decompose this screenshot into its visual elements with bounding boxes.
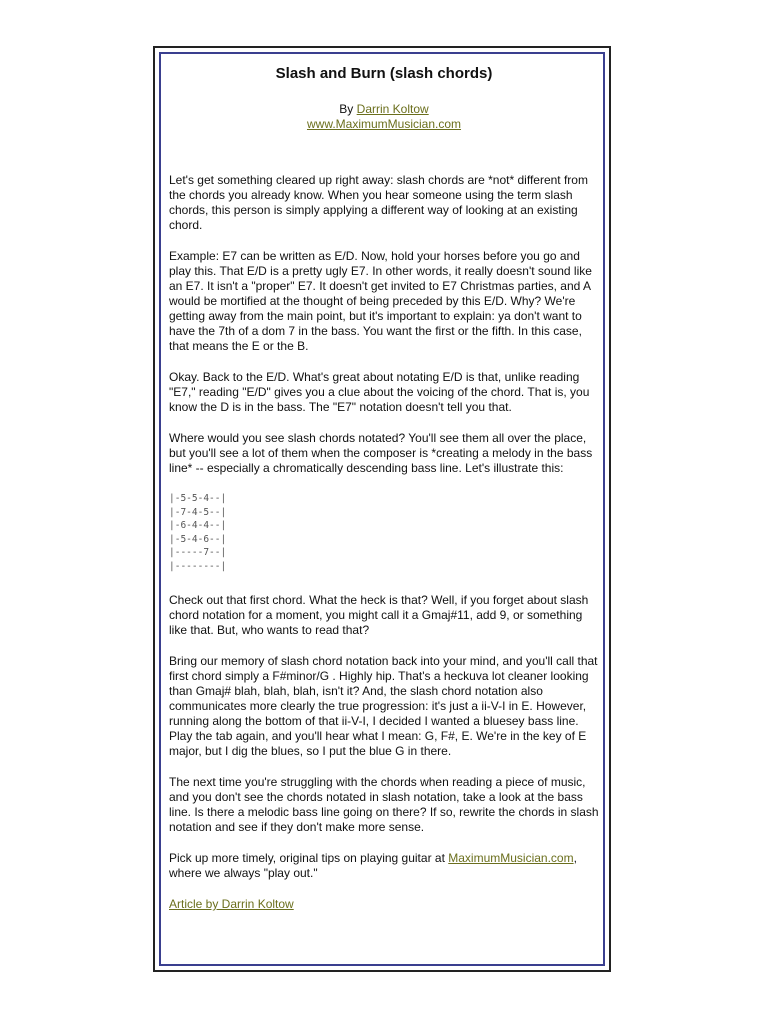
article-body bbox=[169, 64, 599, 928]
footer bbox=[169, 897, 599, 912]
tab-line: |-6-4-4--| bbox=[169, 520, 227, 531]
byline bbox=[169, 102, 599, 132]
author-link[interactable]: Darrin Koltow bbox=[356, 102, 429, 116]
tab-line: |-----7--| bbox=[169, 547, 227, 558]
closing-text-start: Pick up more timely, original tips on playing guitar at bbox=[169, 851, 449, 865]
paragraph-2: Example: E7 can be written as E/D. Now, hold your horses before you go and play this. That E/D is a pretty ugly E7. In other words, it really doesn't sound like an E7. It isn't a "proper" E7. It doesn't get invited to E7 Christmas parties, and A would be mortified at the thought of being preceded by this E/D. Why? We're getting away from the main point, but it's important to explain: ya don't want to have the 7th of a dom 7 in the bass. You want the first or the fifth. In this case, that means the E or the B. bbox=[169, 249, 592, 353]
page-frame bbox=[153, 46, 611, 972]
closing-paragraph bbox=[169, 851, 599, 881]
inner-frame bbox=[159, 52, 605, 966]
guitar-tab bbox=[169, 492, 599, 573]
tab-line: |-5-5-4--| bbox=[169, 493, 227, 504]
article-title: Slash and Burn (slash chords) bbox=[275, 65, 493, 82]
by-label: By bbox=[339, 102, 354, 116]
paragraph-5: Check out that first chord. What the heck is that? Well, if you forget about slash chord notation for a moment, you might call it a Gmaj#11, add 9, or something like that. But, who wants to read that? bbox=[169, 593, 589, 637]
closing-text-end: , where we always "play out." bbox=[169, 851, 577, 880]
site-link[interactable]: www.MaximumMusician.com bbox=[306, 117, 462, 131]
tab-line: |-5-4-6--| bbox=[169, 533, 227, 545]
paragraph-7: The next time you're struggling with the chords when reading a piece of music, and you don't see the chords notated in slash notation, take a look at the bass line. Is there a melodic bass line going on there? If so, rewrite the chords in slash notation and see if they don't make more sense. bbox=[169, 775, 599, 834]
tab-line: |--------| bbox=[169, 560, 227, 572]
maximum-musician-link[interactable]: MaximumMusician.com bbox=[448, 851, 574, 865]
paragraph-1: Let's get something cleared up right away: slash chords are *not* different from the chords you already know. When you hear someone using the term slash chords, this person is simply applying a different way of looking at an existing chord. bbox=[169, 173, 588, 232]
article-by-link[interactable]: Article by Darrin Koltow bbox=[169, 897, 294, 911]
paragraph-6: Bring our memory of slash chord notation back into your mind, and you'll call that first chord simply a F#minor/G . Highly hip. That's a heckuva lot cleaner looking than Gmaj# blah, blah, blah, isn't it? And, the slash chord notation also communicates more clearly the true progression: it's just a ii-V-I in E. However, running along the bottom of that ii-V-I, I decided I wanted a bluesey bass line. Play the tab again, and you'll hear what I mean: G, F#, E. We're in the key of E major, but I dig the blues, so I put the blue G in there. bbox=[169, 654, 598, 758]
paragraph-4: Where would you see slash chords notated? You'll see them all over the place, but you'll see a lot of them when the composer is *creating a melody in the bass line* -- especially a chromatically descending bass line. Let's illustrate this: bbox=[169, 431, 593, 475]
tab-line: |-7-4-5--| bbox=[169, 506, 227, 518]
paragraph-3: Okay. Back to the E/D. What's great about notating E/D is that, unlike reading "E7," reading "E/D" gives you a clue about the voicing of the chord. That is, you know the D is in the bass. The "E7" notation doesn't tell you that. bbox=[169, 370, 590, 414]
